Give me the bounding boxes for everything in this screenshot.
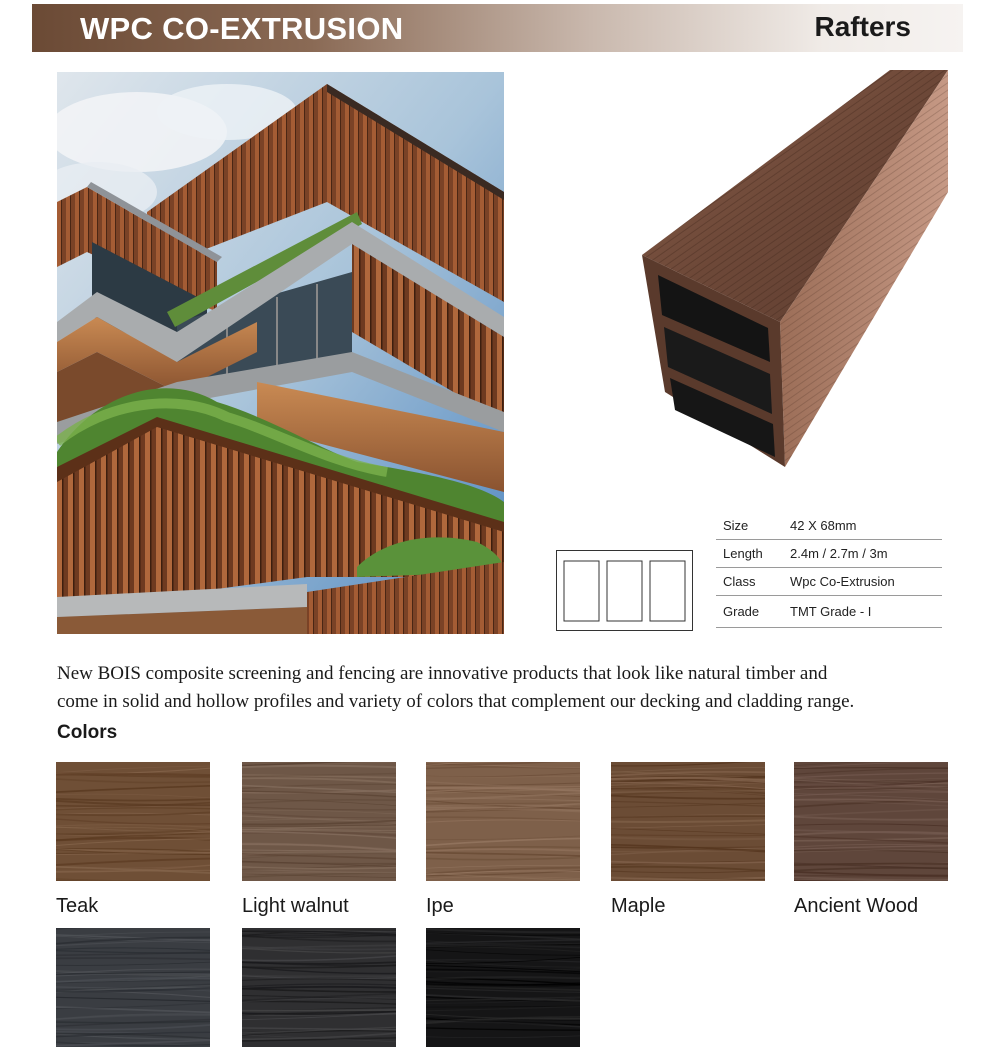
wood-grain-texture <box>794 762 948 881</box>
header-banner <box>32 4 963 52</box>
wood-grain-texture <box>426 928 580 1047</box>
page-title: WPC CO-EXTRUSION <box>80 11 404 46</box>
spec-row-grade <box>716 596 942 628</box>
spec-row-class <box>716 568 942 596</box>
wood-grain-texture <box>56 928 210 1047</box>
spec-value: 2.4m / 2.7m / 3m <box>790 546 888 561</box>
spec-value: TMT Grade - I <box>790 604 872 619</box>
spec-row-length <box>716 540 942 568</box>
wood-grain-texture <box>242 762 396 881</box>
color-label-ipe: Ipe <box>426 895 454 917</box>
spec-label: Size <box>723 518 749 533</box>
color-swatch-maple[interactable] <box>611 762 765 881</box>
color-swatch-dark-grey[interactable] <box>242 928 396 1047</box>
spec-row-size <box>716 512 942 540</box>
spec-label: Class <box>723 574 756 589</box>
spec-label: Length <box>723 546 763 561</box>
color-swatch-ancient-wood[interactable] <box>794 762 948 881</box>
colors-heading: Colors <box>57 722 118 743</box>
spec-value: 42 X 68mm <box>790 518 857 533</box>
color-swatch-teak[interactable] <box>56 762 210 881</box>
color-swatch-ipe[interactable] <box>426 762 580 881</box>
spec-table <box>716 512 942 628</box>
wood-grain-texture <box>242 928 396 1047</box>
color-label-light-walnut: Light walnut <box>242 895 349 917</box>
spec-value: Wpc Co-Extrusion <box>790 574 895 589</box>
product-name: Rafters <box>814 11 911 42</box>
wood-grain-texture <box>611 762 765 881</box>
wood-grain-texture <box>56 762 210 881</box>
color-swatch-grey[interactable] <box>56 928 210 1047</box>
description-line: come in solid and hollow profiles and variety of colors that complement our decking and cladding range. <box>57 691 855 712</box>
color-swatch-light-walnut[interactable] <box>242 762 396 881</box>
color-label-maple: Maple <box>611 895 666 917</box>
rafter-profile-image <box>620 62 960 482</box>
product-description <box>57 660 957 716</box>
color-label-ancient-wood: Ancient Wood <box>794 895 919 917</box>
spec-label: Grade <box>723 604 760 619</box>
cross-section-diagram <box>556 550 693 631</box>
color-swatch-black[interactable] <box>426 928 580 1047</box>
building-photo <box>57 72 504 634</box>
wood-grain-texture <box>426 762 580 881</box>
color-label-teak: Teak <box>56 895 99 917</box>
description-line: New BOIS composite screening and fencing are innovative products that look like natural timber and <box>57 663 828 684</box>
